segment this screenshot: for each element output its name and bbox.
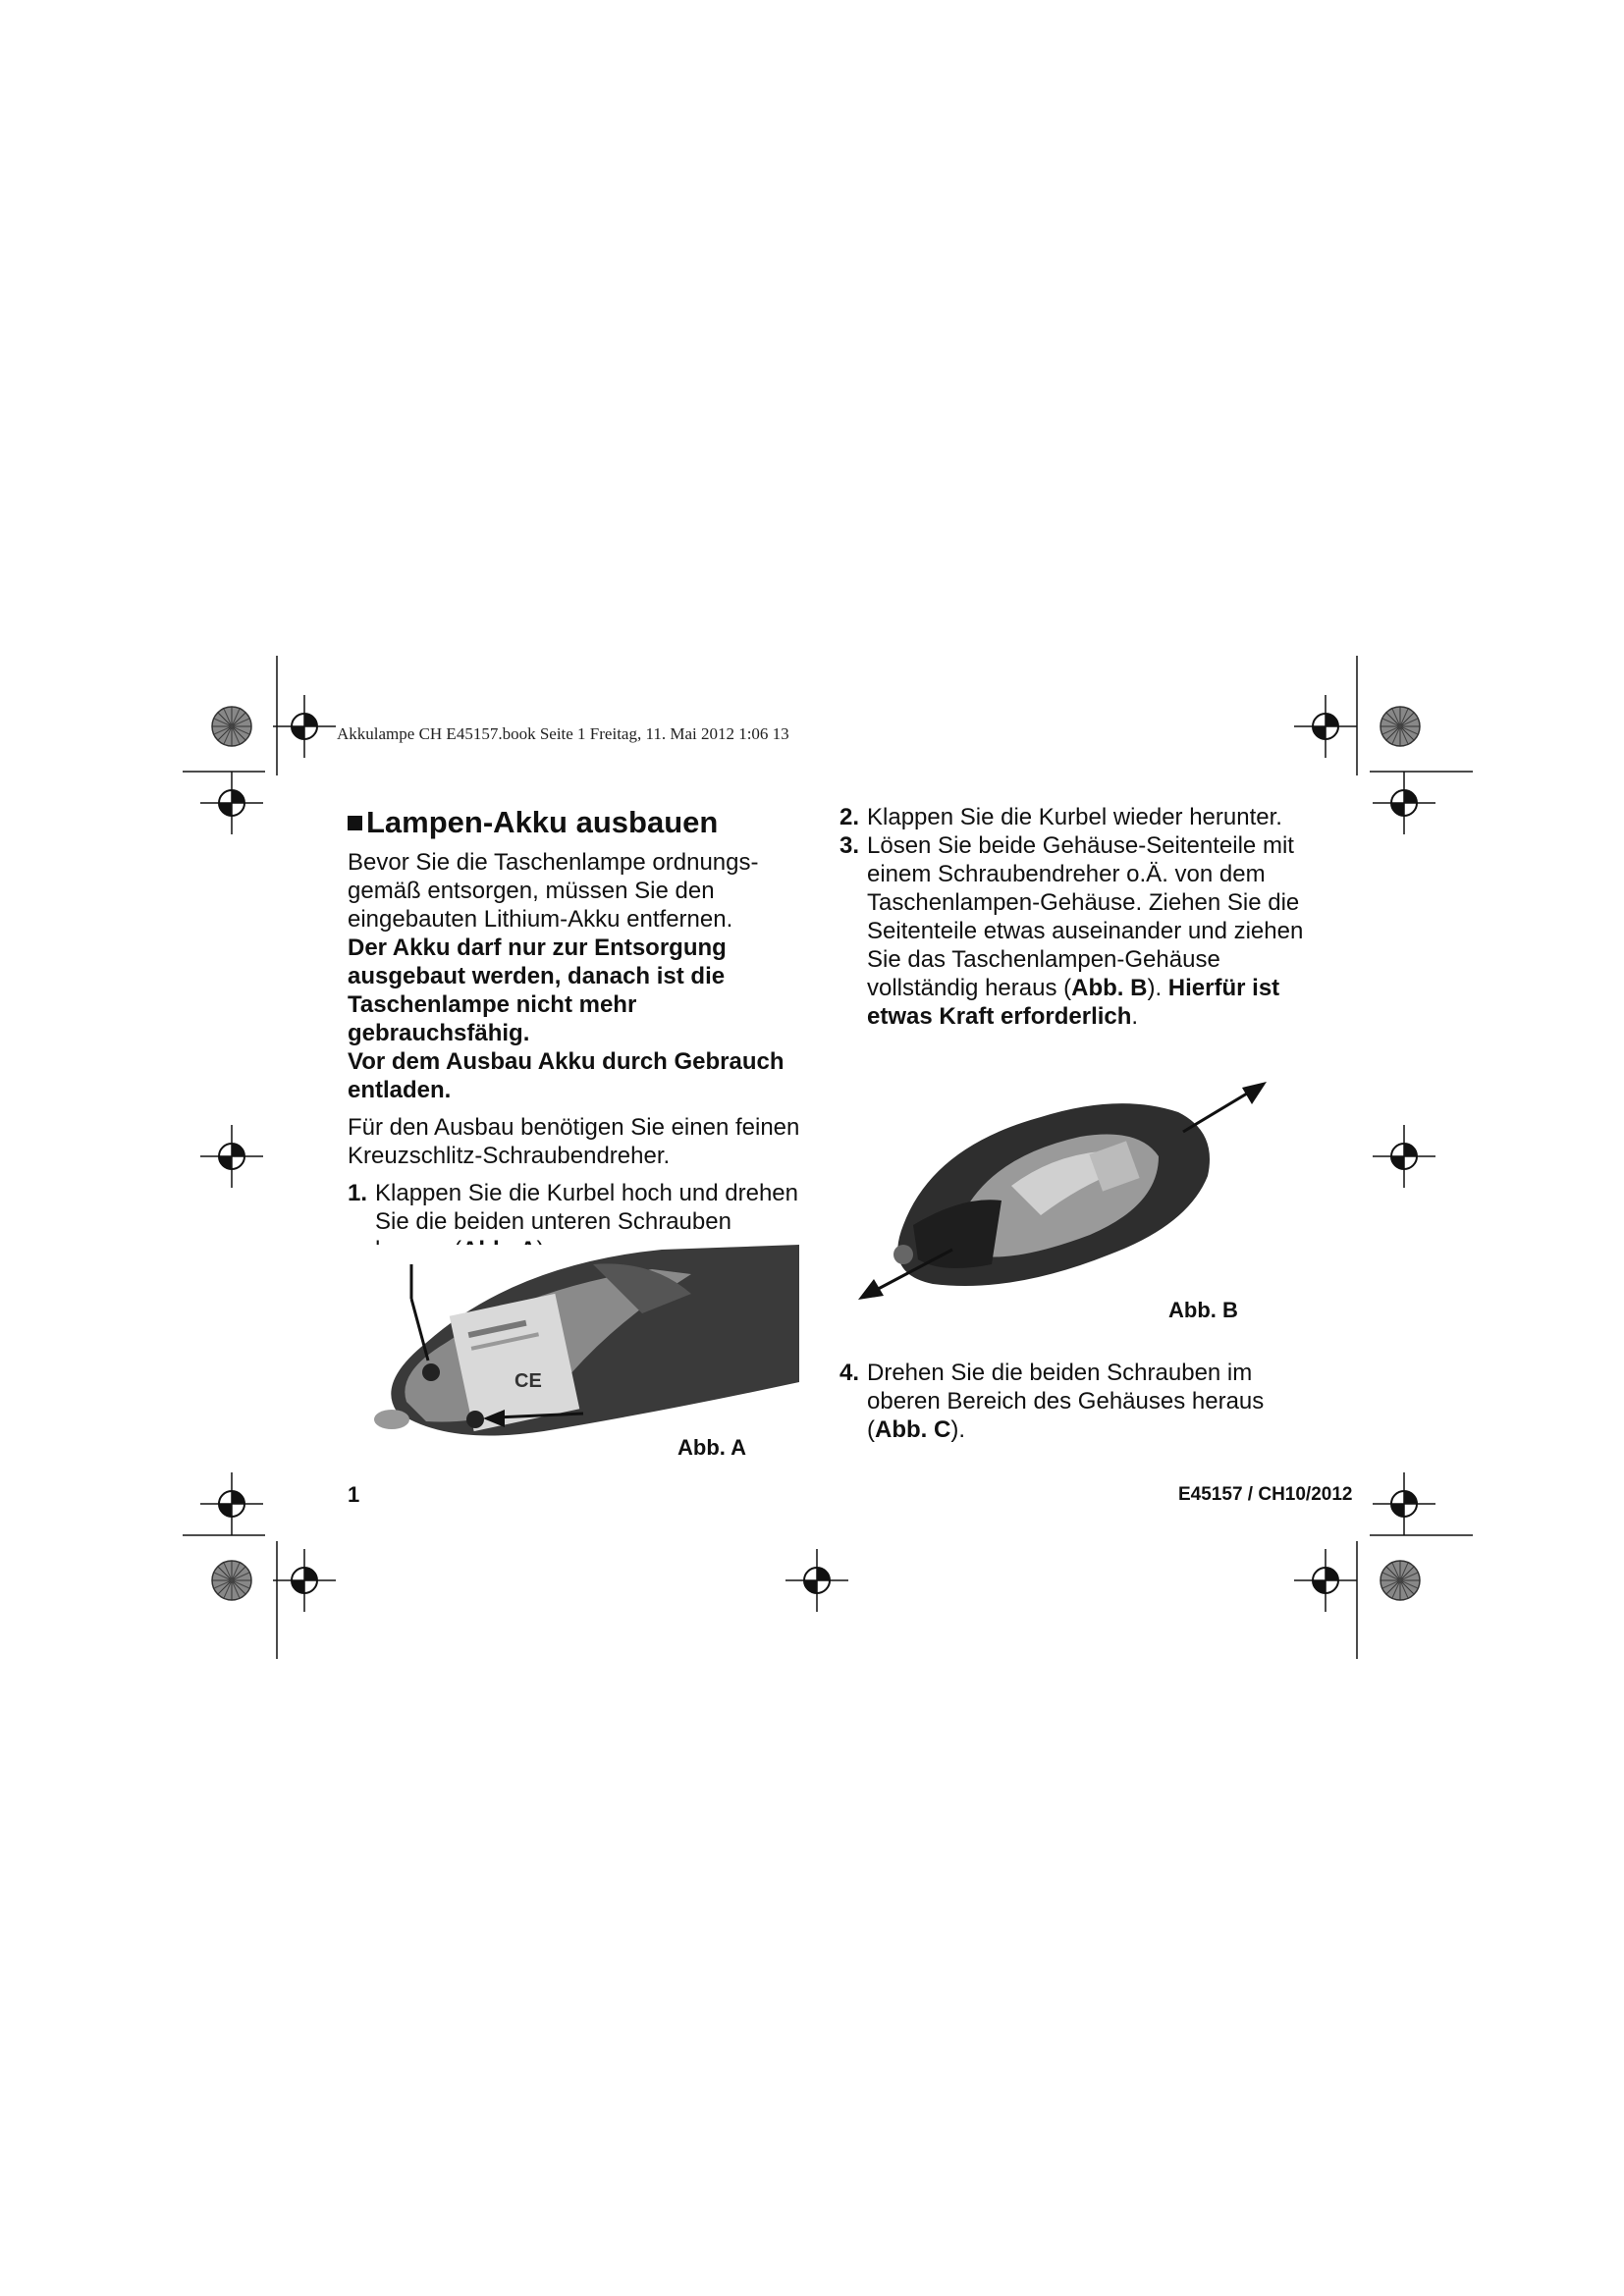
figure-a-caption: Abb. A [677, 1435, 747, 1460]
registration-mark [1373, 1472, 1435, 1535]
figure-b-photo [844, 1078, 1276, 1313]
registration-mark [273, 1549, 336, 1612]
color-target-top-right [1380, 707, 1420, 746]
registration-mark [1373, 1125, 1435, 1188]
figure-a-photo [367, 1245, 799, 1441]
tools-paragraph: Für den Ausbau benötigen Sie einen feinen Kreuzschlitz-Schraubendreher. [348, 1114, 800, 1169]
registration-mark [200, 1125, 263, 1188]
left-column [348, 803, 809, 1264]
registration-mark [200, 1472, 263, 1535]
step-4: 4. Drehen Sie die beiden Schrauben im oberen Bereich des Gehäuses heraus (Abb. C). [839, 1360, 1265, 1443]
page-number: 1 [348, 1482, 360, 1507]
svg-text:CE: CE [514, 1370, 542, 1392]
color-target-bottom-right [1380, 1561, 1420, 1600]
intro-paragraph: Bevor Sie die Taschenlampe ordnungs-gemäß entsorgen, müssen Sie den eingebauten Lithium-Akku entfernen. [348, 849, 759, 933]
step-3: 3. Lösen Sie beide Gehäuse-Seitenteile mit einem Schraubendreher o.Ä. von dem Taschenlampen-Gehäuse. Ziehen Sie die Seitenteile etwas auseinander und ziehen Sie das Taschenlampen-Gehäuse vollständig heraus (Abb. B). Hierfür ist etwas Kraft erforderlich. [839, 832, 1304, 1030]
registration-mark [273, 695, 336, 758]
warning-paragraph: Der Akku darf nur zur Entsorgung ausgebaut werden, danach ist die Taschenlampe nicht mehr gebrauchsfähig. [348, 934, 727, 1046]
color-target-bottom-left [212, 1561, 251, 1600]
registration-mark [1373, 772, 1435, 834]
square-bullet-icon [348, 816, 362, 830]
right-column [839, 803, 1311, 1031]
section-heading: Lampen-Akku ausbauen [348, 803, 809, 842]
registration-mark [1294, 1549, 1357, 1612]
right-column-lower [839, 1359, 1311, 1444]
step-1: 1. Klappen Sie die Kurbel hoch und drehen Sie die beiden unteren Schrauben [348, 1179, 809, 1264]
figure-reference: Abb. C [875, 1416, 951, 1443]
figure-b-caption: Abb. B [1168, 1298, 1238, 1322]
registration-mark [1294, 695, 1357, 758]
force-note: Hierfür ist etwas Kraft erforderlich [867, 975, 1280, 1030]
warning-paragraph: Vor dem Ausbau Akku durch Gebrauch entladen. [348, 1048, 785, 1103]
registration-mark [200, 772, 263, 834]
print-header: Akkulampe CH E45157.book Seite 1 Freitag, 11. Mai 2012 1:06 13 [337, 724, 789, 743]
step-2: 2. Klappen Sie die Kurbel wieder herunter. [839, 804, 1282, 830]
figure-reference: Abb. B [1071, 975, 1148, 1001]
document-code: E45157 / CH10/2012 [1178, 1484, 1353, 1505]
color-target-top-left [212, 707, 251, 746]
registration-mark [785, 1549, 848, 1612]
